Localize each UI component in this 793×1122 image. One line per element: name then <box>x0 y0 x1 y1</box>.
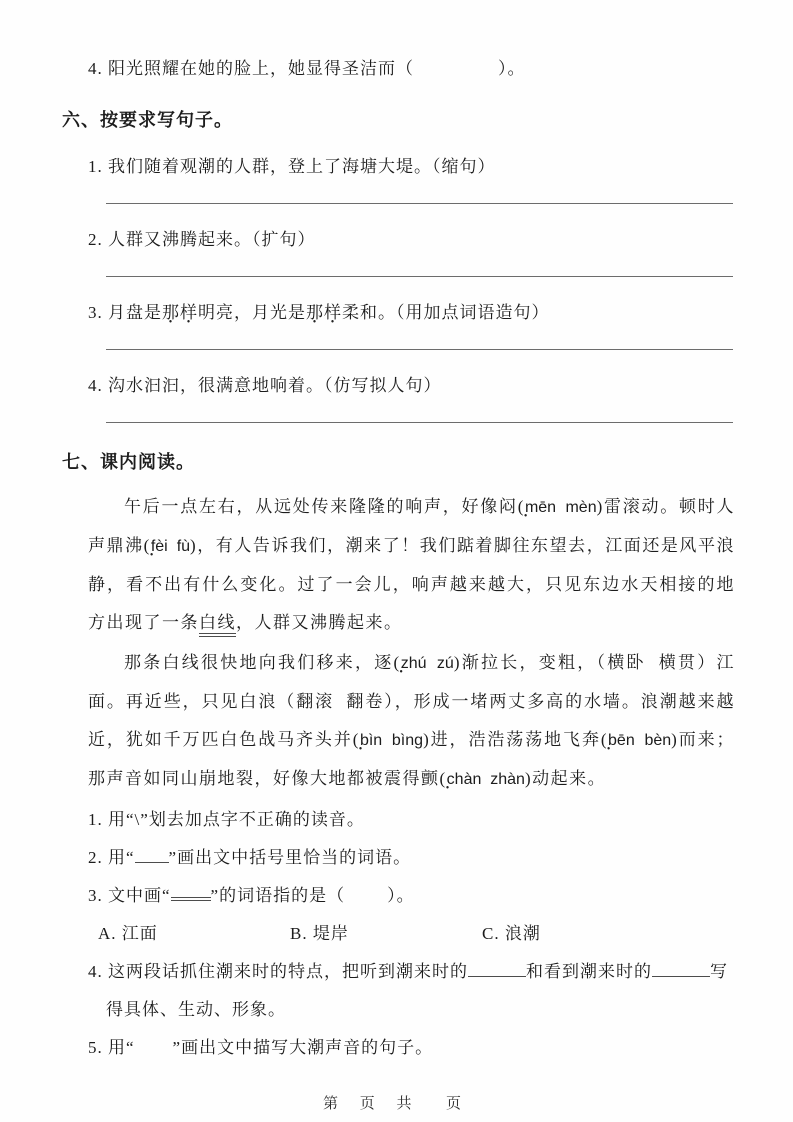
text-run: 3. 月盘是 <box>88 303 162 322</box>
text-run: 4. 阳光照耀在她的脸上，她显得圣洁而（ ）。 <box>88 59 526 78</box>
dotted-char: 闷 <box>499 497 518 516</box>
answer-line <box>106 348 733 350</box>
text-run: )，有人告诉我们，潮来了！我们踮着脚往东望去，江面还是风平浪静，看不出有什么变化。过了一会儿，响声越来越大，只见东边水天相接的地方出现了一条 <box>88 536 735 632</box>
sentence-question-3 <box>62 300 735 325</box>
fill-blank-question-4 <box>62 56 735 81</box>
text-run: )渐拉长，变粗，（横卧 横贯）江面。再近些，只见白浪（翻滚 翻卷），形成一堵两丈多高的水墙。浪潮越来越近，犹如千万匹白色战马齐头 <box>88 653 736 749</box>
pinyin-text: bìn bìng <box>359 732 424 749</box>
text-run: ( <box>352 730 360 749</box>
text-run: 4. 沟水汩汩，很满意地响着。（仿写拟人句） <box>88 376 442 395</box>
text-run: 写得具体、生动、形象。 <box>106 962 728 1019</box>
blank-line <box>468 958 526 977</box>
text-run: 明亮，月光是 <box>198 303 306 322</box>
double-underlined-word: 白线 <box>199 613 236 637</box>
reading-passage-paragraph-2 <box>62 644 735 799</box>
text-run: 2. 人群又沸腾起来。（扩句） <box>88 230 316 249</box>
pinyin-text: chàn zhàn <box>446 771 525 788</box>
sentence-question-4 <box>62 373 735 398</box>
text-run: ”的词语指的是（ ）。 <box>210 886 415 905</box>
text-run: 1. 用“\”划去加点字不正确的读音。 <box>88 810 365 829</box>
answer-line <box>106 421 733 423</box>
text-run: )进，浩浩荡荡地飞 <box>423 730 582 749</box>
text-run: 1. 我们随着观潮的人群，登上了海塘大堤。（缩句） <box>88 157 496 176</box>
text-run: ”画出文中括号里恰当的词语。 <box>168 848 412 867</box>
blank-line <box>652 958 710 977</box>
text-run: ，人群又沸腾起来。 <box>236 613 403 632</box>
dotted-char: 颤 <box>421 769 440 788</box>
reading-question-5 <box>62 1029 735 1067</box>
dotted-char: 奔 <box>581 730 601 749</box>
page-footer: 第 页 共 页 <box>322 1096 470 1112</box>
dotted-char: 沸 <box>125 536 144 555</box>
reading-question-3 <box>62 877 735 915</box>
dotted-char: 那 <box>306 303 324 322</box>
text-run: 4. 这两段话抓住潮来时的特点，把听到潮来时的 <box>88 962 468 981</box>
answer-line <box>106 202 733 204</box>
sentence-question-1 <box>62 154 735 179</box>
text-run: )雷滚动。顿时人声鼎 <box>88 497 736 555</box>
text-run: 5. 用“ <box>88 1038 135 1057</box>
pinyin-text: mēn mèn <box>524 499 597 516</box>
reading-question-4 <box>62 953 735 1029</box>
text-run: 3. 文中画“ <box>88 886 171 905</box>
text-run: ”画出文中描写大潮声音的句子。 <box>172 1038 434 1057</box>
dotted-char: 样 <box>324 303 342 322</box>
reading-question-2 <box>62 839 735 877</box>
option-b: B. 堤岸 <box>290 924 349 943</box>
text-run: )而来；那声音如同山崩地裂，好像大地都被震得 <box>88 730 736 788</box>
section-seven-title: 七、课内阅读。 <box>62 452 195 472</box>
text-run: ( <box>517 497 525 516</box>
reading-passage-paragraph-1 <box>62 488 735 642</box>
wavy-line-mark <box>135 1034 173 1053</box>
dotted-char: 样 <box>180 303 198 322</box>
text-run: ( <box>143 536 151 555</box>
text-run: 和看到潮来时的 <box>526 962 652 981</box>
pinyin-text: bēn bèn <box>608 732 672 749</box>
dotted-char: 那 <box>162 303 180 322</box>
option-c: C. 浪潮 <box>482 924 541 943</box>
text-run: ( <box>393 653 401 672</box>
option-a: A. 江面 <box>98 924 158 943</box>
double-underline-blank <box>171 879 211 901</box>
text-run: 午后一点左右，从远处传来隆隆的响声，好像 <box>124 497 500 516</box>
text-run: ( <box>600 730 609 749</box>
answer-line <box>106 275 733 277</box>
sentence-question-2 <box>62 227 735 252</box>
reading-question-1 <box>62 801 735 839</box>
pinyin-text: zhú zú <box>400 655 454 672</box>
text-run: ( <box>439 769 447 788</box>
text-run: 柔和。（用加点词语造句） <box>342 303 550 322</box>
text-run: 那条白线很快地向我们移来， <box>124 653 375 672</box>
text-run: 2. 用“ <box>88 848 135 867</box>
dotted-char: 逐 <box>374 653 394 672</box>
dotted-char: 并 <box>333 730 353 749</box>
section-six-title: 六、按要求写句子。 <box>62 110 233 130</box>
choice-options-row <box>62 915 735 953</box>
blank-line <box>135 844 169 863</box>
text-run: )动起来。 <box>524 769 607 788</box>
pinyin-text: fèi fù <box>150 538 191 555</box>
